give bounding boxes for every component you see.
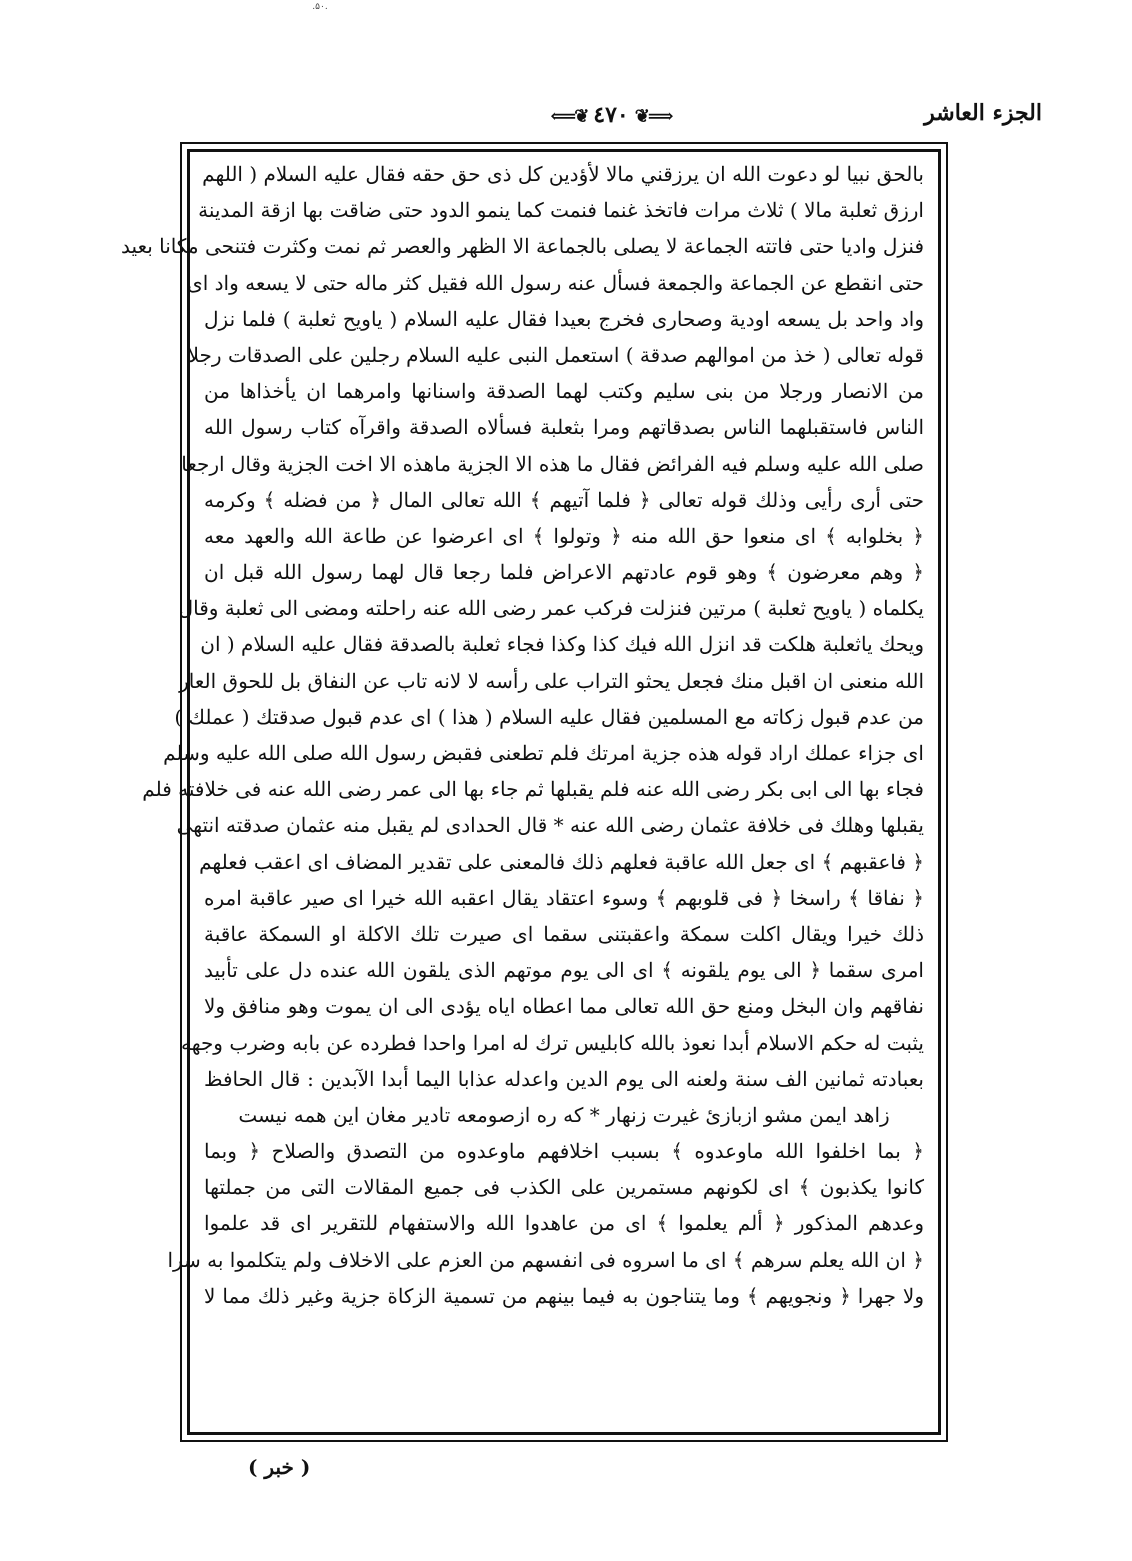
text-body	[121, 149, 941, 1435]
text-line: فنزل واديا حتى فاتته الجماعة لا يصلى بالجماعة الا الظهر والعصر ثم نمت وكثرت فتنحى مكانا بعيد	[121, 234, 924, 259]
text-line: يقبلها وهلك فى خلافة عثمان رضى الله عنه * قال الحدادى لم يقبل منه عثمان صدقته انتهى	[176, 813, 924, 838]
text-frame	[121, 142, 948, 1442]
text-line: بالحق نبيا لو دعوت الله ان يرزقني مالا لأؤدين كل ذى حق حقه فقال عليه السلام ( اللهم	[202, 162, 924, 186]
text-line: من عدم قبول زكاته مع المسلمين فقال عليه السلام ( هذا ) اى عدم قبول صدقتك ( عملك )	[174, 704, 924, 729]
text-line: ﴿ نفاقا ﴾ راسخا ﴿ فى قلوبهم ﴾ وسوء اعتقاد يقال اعقبه الله خيرا اى صير عاقبة امره	[204, 885, 924, 910]
text-line: الله منعنى ان اقبل منك فجعل يحثو التراب على رأسه لا لانه تاب عن النفاق بل للحوق العار	[179, 668, 924, 693]
text-line: ويحك ياثعلبة هلكت قد انزل الله فيك كذا وكذا فجاء ثعلبة بالصدقة فقال عليه السلام ( ان	[200, 632, 924, 657]
text-line: قوله تعالى ( خذ من اموالهم صدقة ) استعمل النبى عليه السلام رجلين على الصدقات رجلا	[187, 342, 924, 367]
text-line: حتى انقطع عن الجماعة والجمعة فسأل عنه رسول الله فقيل كثر ماله حتى لا يسعه واد اى	[187, 270, 924, 295]
text-line: يكلماه ( ياويح ثعلبة ) مرتين فنزلت فركب عمر رضى الله عنه راحلته ومضى الى ثعلبة وقال	[178, 596, 924, 621]
text-line: يثبت له حكم الاسلام أبدا نعوذ بالله كابليس ترك له امرا واحدا فطرده عن بابه وضرب وجهه	[181, 1030, 924, 1055]
text-line: ذلك خيرا ويقال اكلت سمكة واعقبتنى سقما اى صيرت تلك الاكلة او السمكة عاقبة	[204, 921, 924, 946]
ornament-right-icon: ❦⟹	[634, 106, 672, 127]
page-number-block	[544, 102, 677, 128]
text-line: صلى الله عليه وسلم فيه الفرائض فقال ما هذه الا الجزية ماهذه الا اخت الجزية وقال ارجعا	[181, 451, 924, 476]
text-line: ارزق ثعلبة مالا ) ثلاث مرات فاتخذ غنما فنمت كما ينمو الدود حتى ضاقت بها ازقة المدينة	[198, 198, 924, 223]
ornament-left-icon: ⟸❦	[550, 106, 588, 127]
running-head: الجزء العاشر	[924, 100, 1042, 126]
text-line: اى جزاء عملك اراد قوله هذه جزية امرتك فلم تطعنى فقبض رسول الله صلى الله عليه وسلم	[163, 741, 924, 765]
top-mark: .۵۰.	[312, 2, 328, 12]
text-line: حتى أرى رأيى وذلك قوله تعالى ﴿ فلما آتيهم ﴾ الله تعالى المال ﴿ من فضله ﴾ وكرمه	[204, 487, 924, 512]
text-line: بعبادته ثمانين الف سنة ولعنه الى يوم الدين واعدله عذابا اليما أبدا الآبدين : قال الحافظ	[204, 1066, 924, 1091]
text-line: وعدهم المذكور ﴿ ألم يعلموا ﴾ اى من عاهدوا الله والاستفهام للتقرير اى قد علموا	[204, 1211, 924, 1236]
verse-line: زاهد ايمن مشو ازبازئ غيرت زنهار * كه ره ازصومعه تادير مغان اين همه نيست	[238, 1102, 890, 1127]
text-line: ﴿ بخلوابه ﴾ اى منعوا حق الله منه ﴿ وتولوا ﴾ اى اعرضوا عن طاعة الله والعهد معه	[204, 523, 924, 548]
text-line: فجاء بها الى ابى بكر رضى الله عنه فلم يقبلها ثم جاء بها الى عمر رضى الله عنه فى خلافته فلم	[142, 777, 924, 802]
text-line: ولا جهرا ﴿ ونجويهم ﴾ وما يتناجون به فيما بينهم من تسمية الزكاة جزية وغير ذلك مما لا	[204, 1283, 924, 1308]
page-number: ٤٧٠	[593, 102, 629, 128]
text-line: ﴿ فاعقبهم ﴾ اى جعل الله عاقبة فعلهم ذلك فالمعنى على تقدير المضاف اى اعقب فعلهم	[199, 849, 924, 874]
catchword: ( خبر )	[248, 1455, 311, 1479]
page-header	[180, 100, 1042, 142]
text-line: ﴿ وهم معرضون ﴾ وهو قوم عادتهم الاعراض فلما رجعا قال لهما رسول الله قبل ان	[204, 560, 924, 585]
text-line: من الانصار ورجلا من بنى سليم وكتب لهما الصدقة واسنانها وامرهما ان يأخذاها من	[204, 379, 924, 404]
text-line: الناس فاستقبلهما الناس بصدقاتهم ومرا بثعلبة فسألاه الصدقة واقرآه كتاب رسول الله	[204, 415, 924, 440]
text-line: امرى سقما ﴿ الى يوم يلقونه ﴾ اى الى يوم موتهم الذى يلقون الله عنده دل على تأبيد	[204, 958, 924, 983]
text-line: كانوا يكذبون ﴾ اى لكونهم مستمرين على الكذب فى جميع المقالات التى من جملتها	[204, 1175, 924, 1200]
text-line: نفاقهم وان البخل ومنع حق الله تعالى مما اعطاه اياه يؤدى الى ان يموت وهو منافق ولا	[204, 994, 924, 1019]
text-line: واد واحد بل يسعه اودية وصحارى فخرج بعيدا فقال عليه السلام ( ياويح ثعلبة ) فلما نزل	[204, 306, 924, 331]
text-line: ﴿ بما اخلفوا الله ماوعدوه ﴾ بسبب اخلافهم ماوعدوه من التصدق والصلاح ﴿ وبما	[204, 1139, 924, 1164]
text-line: ﴿ ان الله يعلم سرهم ﴾ اى ما اسروه فى انفسهم من العزم على الاخلاف ولم يتكلموا به سرا	[167, 1247, 924, 1272]
